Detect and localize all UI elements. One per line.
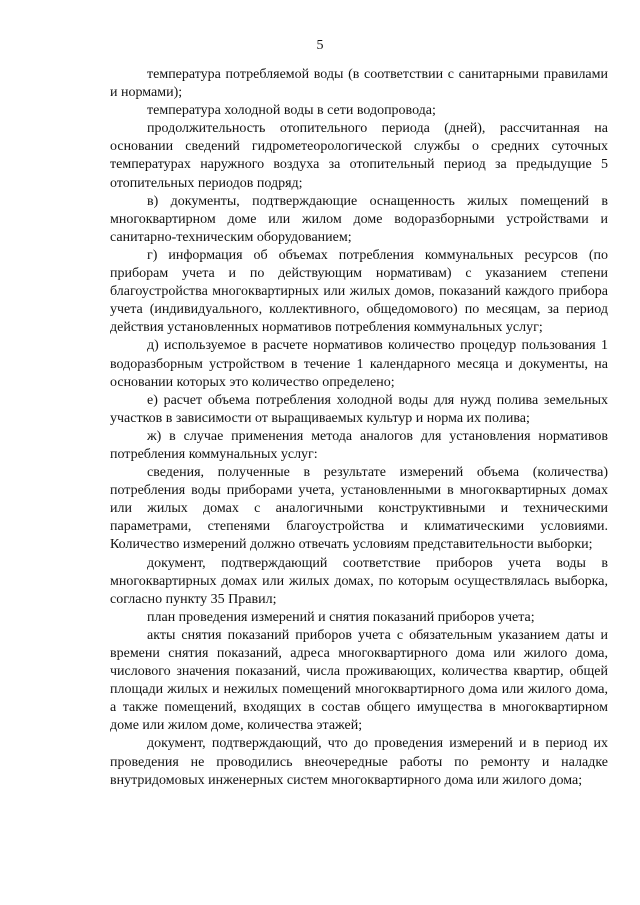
page-number: 5	[316, 38, 324, 53]
paragraph-item-d: д) используемое в расчете нормативов количество процедур пользования 1 водоразборным устройством в течение 1 календарного месяца и документы, на основании которых это количество определено;	[110, 338, 608, 390]
paragraph-meter-compliance: документ, подтверждающий соответствие приборов учета воды в многоквартирных домах или жилых домах, по которым осуществлялась выборка, согласно пункту 35 Правил;	[110, 555, 608, 607]
paragraph-item-zh: ж) в случае применения метода аналогов для установления нормативов потребления коммунальных услуг:	[110, 428, 608, 462]
paragraph-item-g: г) информация об объемах потребления коммунальных ресурсов (по приборам учета и по действующим нормативам) с указанием степени благоустройства многоквартирных или жилых домов, показаний каждого прибора учета (индивидуального, коллективного, общедомового) по месяцам, за период действия установленных нормативов потребления коммунальных услуг;	[110, 247, 608, 336]
paragraph-measurement-data: сведения, полученные в результате измерений объема (количества) потребления воды приборами учета, установленными в многоквартирных домах или жилых домах с аналогичными конструктивными и техническими параметрами, степенями благоустройства и климатическими условиями. Количество измерений должно отвечать условиям представительности выборки;	[110, 465, 608, 553]
paragraph-water-temperature: температура потребляемой воды (в соответствии с санитарными правилами и нормами);	[110, 67, 608, 101]
paragraph-reading-acts: акты снятия показаний приборов учета с обязательным указанием даты и времени снятия показаний, адреса многоквартирного дома или жилого дома, числового значения показаний, числа проживающих, количества квартир, общей площади жилых и нежилых помещений многоквартирного дома или жилого дома, а также помещений, входящих в состав общего имущества в многоквартирном доме или жилом доме, количества этажей;	[110, 627, 608, 734]
document-body	[110, 66, 608, 790]
paragraph-measurement-plan: план проведения измерений и снятия показаний приборов учета;	[147, 609, 535, 625]
paragraph-item-e: е) расчет объема потребления холодной воды для нужд полива земельных участков в зависимости от выращиваемых культур и норма их полива;	[110, 392, 608, 426]
paragraph-item-v: в) документы, подтверждающие оснащенность жилых помещений в многоквартирном доме или жилом доме водоразборными устройствами и санитарно-техническим оборудованием;	[110, 193, 608, 245]
paragraph-heating-period: продолжительность отопительного периода (дней), рассчитанная на основании сведений гидрометеорологической службы о средних суточных температурах наружного воздуха за отопительный период за предыдущие 5 отопительных периодов подряд;	[110, 121, 608, 191]
paragraph-cold-water-temperature: температура холодной воды в сети водопровода;	[147, 103, 436, 119]
paragraph-no-extra-repairs: документ, подтверждающий, что до проведения измерений и в период их проведения не проводились внеочередные работы по ремонту и наладке внутридомовых инженерных систем многоквартирного дома или жилого дома;	[110, 736, 608, 788]
